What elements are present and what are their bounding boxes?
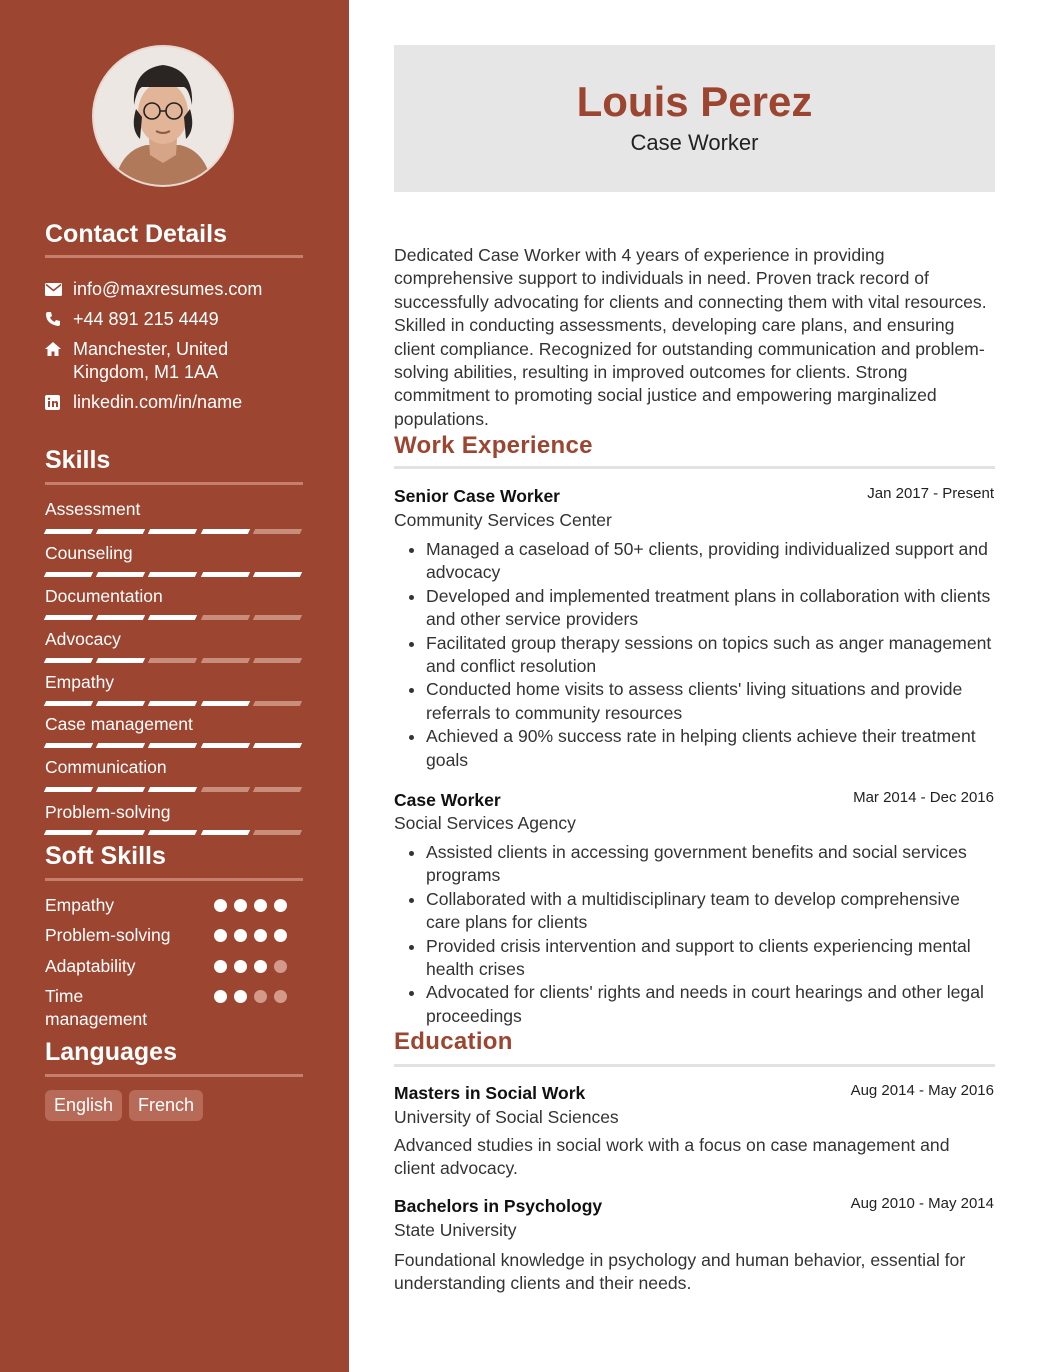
education-description: Foundational knowledge in psychology and human behavior, essential for understanding clients and their needs.	[394, 1250, 966, 1294]
soft-skill-dot	[234, 990, 247, 1003]
soft-skills-heading: Soft Skills	[45, 842, 166, 870]
email-icon	[45, 278, 73, 300]
soft-skill-dot	[274, 929, 287, 942]
soft-skill-name: Problem-solving	[45, 925, 171, 945]
name-header	[394, 45, 995, 192]
skill-level-bar	[45, 529, 301, 534]
candidate-title: Case Worker	[630, 130, 759, 155]
skill-level-segment	[44, 572, 94, 577]
soft-skill-dot	[254, 899, 267, 912]
skill-level-segment	[148, 529, 198, 534]
degree-title: Masters in Social Work	[394, 1083, 586, 1103]
degree-title: Bachelors in Psychology	[394, 1196, 603, 1216]
skill-level-segment	[148, 572, 198, 577]
soft-skills-divider	[45, 878, 303, 881]
soft-skill-dots	[214, 990, 294, 1004]
skill-level-segment	[44, 701, 94, 706]
school-name: State University	[394, 1220, 517, 1240]
skill-level-segment	[253, 529, 303, 534]
languages-divider	[45, 1074, 303, 1077]
skill-name: Empathy	[45, 672, 115, 692]
skill-level-segment	[200, 529, 250, 534]
soft-skill-dots	[214, 929, 294, 943]
soft-skill-dot	[274, 960, 287, 973]
job-bullet: • Collaborated with a multidisciplinary team to develop comprehensive care plans for clients	[426, 888, 995, 935]
soft-skill-dot	[234, 899, 247, 912]
skill-level-segment	[148, 830, 198, 835]
education-description: Advanced studies in social work with a focus on case management and client advocacy.	[394, 1135, 950, 1179]
soft-skill-dots	[214, 960, 294, 974]
skill-level-segment	[148, 615, 198, 620]
skill-level-segment	[200, 787, 250, 792]
job-bullet: • Achieved a 90% success rate in helping clients achieve their treatment goals	[426, 725, 995, 772]
skill-level-segment	[253, 658, 303, 663]
skill-level-segment	[253, 787, 303, 792]
education-date: Aug 2014 - May 2016	[850, 1082, 994, 1099]
skill-level-segment	[96, 658, 146, 663]
education-heading: Education	[394, 1028, 513, 1055]
skill-level-bar	[45, 572, 301, 577]
job-bullet: • Managed a caseload of 50+ clients, providing individualized support and advocacy	[426, 538, 995, 585]
job-bullet: • Provided crisis intervention and support to clients experiencing mental health crises	[426, 935, 995, 982]
skill-level-segment	[96, 743, 146, 748]
skill-level-segment	[44, 615, 94, 620]
contact-address	[45, 338, 305, 384]
skill-name: Documentation	[45, 586, 163, 606]
avatar-photo	[94, 47, 232, 185]
contact-heading: Contact Details	[45, 220, 227, 248]
skill-level-segment	[200, 658, 250, 663]
skill-level-bar	[45, 658, 301, 663]
profile-summary: Dedicated Case Worker with 4 years of experience in providing comprehensive support to individuals in need. Proven track record of successfully advocating for clients and connecting them with vital resources. Skilled in conducting assessments, developing care plans, and ensuring client compliance. Recognized for outstanding communication and problem-solving abilities, resulting in improved outcomes for clients. Strong commitment to promoting social justice and empowering marginalized populations.	[394, 245, 987, 429]
skills-heading: Skills	[45, 446, 111, 474]
skill-level-segment	[148, 701, 198, 706]
skills-divider	[45, 482, 303, 485]
soft-skill-dot	[254, 960, 267, 973]
skill-name: Problem-solving	[45, 802, 171, 822]
job-bullet: • Facilitated group therapy sessions on topics such as anger management and conflict resolution	[426, 632, 995, 679]
soft-skill-dot	[254, 929, 267, 942]
language-tag: English	[45, 1090, 122, 1121]
contact-linkedin-text[interactable]: linkedin.com/in/name	[73, 392, 243, 412]
contact-email	[45, 278, 305, 301]
skill-level-segment	[148, 743, 198, 748]
skill-level-segment	[148, 787, 198, 792]
linkedin-icon	[45, 391, 73, 413]
phone-icon	[45, 308, 73, 330]
skill-level-segment	[200, 830, 250, 835]
contact-phone-text[interactable]: +44 891 215 4449	[73, 309, 219, 329]
contact-phone	[45, 308, 305, 331]
job-date: Mar 2014 - Dec 2016	[853, 789, 994, 806]
soft-skill-dot	[214, 929, 227, 942]
soft-skill-dots	[214, 899, 294, 913]
skill-level-segment	[96, 830, 146, 835]
skill-level-bar	[45, 830, 301, 835]
contact-divider	[45, 255, 303, 258]
skill-level-segment	[148, 658, 198, 663]
work-experience-heading: Work Experience	[394, 432, 593, 459]
job-bullet: • Developed and implemented treatment plans in collaboration with clients and other service providers	[426, 585, 995, 632]
contact-email-text[interactable]: info@maxresumes.com	[73, 279, 263, 299]
soft-skill-name: Time management	[45, 986, 148, 1029]
sidebar	[0, 0, 349, 1372]
skill-level-segment	[200, 572, 250, 577]
skill-level-bar	[45, 743, 301, 748]
job-bullet: • Assisted clients in accessing government benefits and social services programs	[426, 841, 995, 888]
soft-skill-name: Empathy	[45, 895, 115, 915]
skill-name: Counseling	[45, 543, 133, 563]
soft-skill-dot	[234, 929, 247, 942]
skill-level-segment	[200, 701, 250, 706]
job-date: Jan 2017 - Present	[867, 485, 994, 502]
job-bullet: • Advocated for clients' rights and needs in court hearings and other legal proceedings	[426, 981, 995, 1028]
skill-level-bar	[45, 701, 301, 706]
soft-skill-dot	[214, 899, 227, 912]
contact-linkedin	[45, 391, 305, 414]
skill-level-segment	[253, 615, 303, 620]
job-bullet: • Conducted home visits to assess clients' living situations and provide referrals to community resources	[426, 678, 995, 725]
skill-level-segment	[96, 787, 146, 792]
education-date: Aug 2010 - May 2014	[850, 1195, 994, 1212]
soft-skill-dot	[274, 990, 287, 1003]
skill-level-segment	[253, 830, 303, 835]
skill-name: Advocacy	[45, 629, 121, 649]
skill-name: Case management	[45, 714, 193, 734]
skill-level-segment	[253, 743, 303, 748]
skill-level-segment	[96, 701, 146, 706]
skill-level-segment	[200, 743, 250, 748]
candidate-name: Louis Perez	[576, 78, 813, 125]
home-icon	[45, 338, 73, 360]
skill-level-segment	[200, 615, 250, 620]
school-name: University of Social Sciences	[394, 1107, 619, 1127]
job-title: Case Worker	[394, 790, 501, 810]
soft-skill-dot	[254, 990, 267, 1003]
skill-name: Assessment	[45, 499, 141, 519]
skill-level-segment	[44, 658, 94, 663]
skill-level-segment	[96, 615, 146, 620]
work-divider	[394, 466, 995, 469]
job-title: Senior Case Worker	[394, 486, 560, 506]
language-tag: French	[129, 1090, 203, 1121]
skill-name: Communication	[45, 757, 167, 777]
education-divider	[394, 1064, 995, 1067]
soft-skill-dot	[274, 899, 287, 912]
skill-level-segment	[44, 787, 94, 792]
avatar	[92, 45, 234, 187]
languages-heading: Languages	[45, 1038, 177, 1066]
skill-level-segment	[96, 572, 146, 577]
job-organization: Social Services Agency	[394, 813, 576, 833]
job-bullets	[394, 538, 995, 772]
job-organization: Community Services Center	[394, 510, 612, 530]
contact-address-text: Manchester, United Kingdom, M1 1AA	[73, 339, 229, 382]
soft-skill-name: Adaptability	[45, 956, 136, 976]
skill-level-bar	[45, 787, 301, 792]
skill-level-segment	[44, 529, 94, 534]
skill-level-segment	[96, 529, 146, 534]
skill-level-segment	[253, 572, 303, 577]
skill-level-segment	[44, 743, 94, 748]
soft-skill-dot	[214, 960, 227, 973]
skill-level-segment	[44, 830, 94, 835]
job-bullets	[394, 841, 995, 1028]
soft-skill-dot	[234, 960, 247, 973]
skill-level-bar	[45, 615, 301, 620]
soft-skill-dot	[214, 990, 227, 1003]
skill-level-segment	[253, 701, 303, 706]
